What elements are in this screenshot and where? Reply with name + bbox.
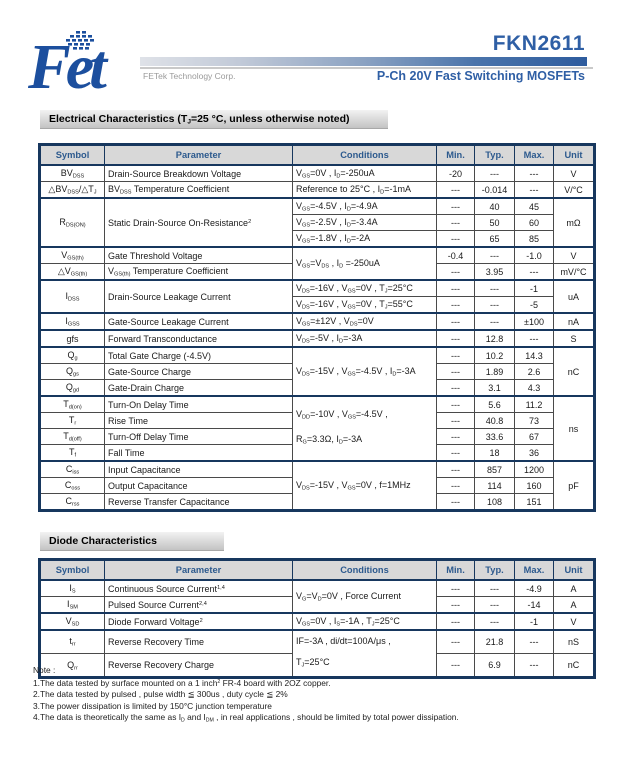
symbol-cell: $\triangle V_{GS(th)}$ bbox=[40, 264, 105, 281]
table-row bbox=[40, 613, 595, 630]
value-cell: --- bbox=[475, 313, 515, 330]
column-header-min: Min. bbox=[437, 560, 475, 581]
conditions-cell: $V_{GS}=-1.8V$ , $I_D=-2A$ bbox=[293, 231, 437, 248]
note-line: 2.The data tested by pulsed , pulse width ≦ 300us , duty cycle ≦ 2% bbox=[33, 689, 288, 700]
value-cell: --- bbox=[437, 461, 475, 478]
symbol-cell: $Q_{gd}$ bbox=[40, 380, 105, 397]
table-row bbox=[40, 347, 595, 364]
conditions-cell: $V_{DS}=-16V$ , $V_{GS}=0V$ , $T_J=25^\circ C$ bbox=[293, 280, 437, 297]
unit-cell: V bbox=[554, 613, 595, 630]
value-cell: --- bbox=[437, 396, 475, 413]
value-cell: --- bbox=[515, 165, 554, 182]
parameter-cell: Total Gate Charge (-4.5V) bbox=[105, 347, 293, 364]
value-cell: 3.1 bbox=[475, 380, 515, 397]
table-row bbox=[40, 461, 595, 478]
unit-cell: A bbox=[554, 580, 595, 597]
value-cell: 40.8 bbox=[475, 413, 515, 429]
conditions-cell: IF=-3A , di/dt=100A/μs , $T_J=25^\circ C$ bbox=[293, 630, 437, 678]
parameter-cell: Diode Forward Voltage$^2$ bbox=[105, 613, 293, 630]
table-row bbox=[40, 330, 595, 347]
value-cell: 33.6 bbox=[475, 429, 515, 445]
table-row bbox=[40, 198, 595, 215]
product-subtitle: P-Ch 20V Fast Switching MOSFETs bbox=[376, 69, 585, 83]
conditions-cell: $V_{GS}=-4.5V$ , $I_D=-4.9A$ bbox=[293, 198, 437, 215]
conditions-cell: $V_{DS}=-15V$ , $V_{GS}=-4.5V$ , $I_D=-3A$ bbox=[293, 347, 437, 396]
unit-cell: A bbox=[554, 597, 595, 614]
column-header-max: Max. bbox=[515, 145, 554, 166]
parameter-cell: Turn-On Delay Time bbox=[105, 396, 293, 413]
value-cell: -0.4 bbox=[437, 247, 475, 264]
unit-cell: V bbox=[554, 165, 595, 182]
value-cell: 45 bbox=[515, 198, 554, 215]
value-cell: 12.8 bbox=[475, 330, 515, 347]
value-cell: --- bbox=[437, 182, 475, 199]
diode-section-title bbox=[40, 532, 224, 551]
column-header-unit: Unit bbox=[554, 560, 595, 581]
table-row bbox=[40, 165, 595, 182]
value-cell: 65 bbox=[475, 231, 515, 248]
notes bbox=[33, 665, 459, 727]
value-cell: --- bbox=[437, 198, 475, 215]
column-header-conditions: Conditions bbox=[293, 560, 437, 581]
value-cell: 857 bbox=[475, 461, 515, 478]
electrical-section-title bbox=[40, 110, 388, 129]
value-cell: 60 bbox=[515, 215, 554, 231]
diode-characteristics-table bbox=[38, 558, 596, 679]
table-row bbox=[40, 280, 595, 297]
value-cell: 50 bbox=[475, 215, 515, 231]
value-cell: -4.9 bbox=[515, 580, 554, 597]
value-cell: --- bbox=[437, 280, 475, 297]
symbol-cell: $T_{d(on)}$ bbox=[40, 396, 105, 413]
parameter-cell: $V_{GS(th)}$ Temperature Coefficient bbox=[105, 264, 293, 281]
conditions-cell: $V_{DS}=-15V$ , $V_{GS}=0V$ , f=1MHz bbox=[293, 461, 437, 511]
symbol-cell: $C_{oss}$ bbox=[40, 478, 105, 494]
unit-cell: V/°C bbox=[554, 182, 595, 199]
column-header-max: Max. bbox=[515, 560, 554, 581]
parameter-cell: Reverse Recovery Charge bbox=[105, 654, 293, 678]
parameter-cell: Turn-Off Delay Time bbox=[105, 429, 293, 445]
part-number: FKN2611 bbox=[492, 32, 585, 55]
parameter-cell: Reverse Transfer Capacitance bbox=[105, 494, 293, 511]
note-line: 3.The power dissipation is limited by 150°C junction temperature bbox=[33, 700, 272, 711]
symbol-cell: $Q_{rr}$ bbox=[40, 654, 105, 678]
value-cell: 3.95 bbox=[475, 264, 515, 281]
unit-cell: nA bbox=[554, 313, 595, 330]
value-cell: --- bbox=[437, 347, 475, 364]
parameter-cell: Continuous Source Current$^{1,4}$ bbox=[105, 580, 293, 597]
value-cell: --- bbox=[475, 297, 515, 314]
symbol-cell: $T_f$ bbox=[40, 445, 105, 462]
symbol-cell: $I_{DSS}$ bbox=[40, 280, 105, 313]
fetek-logo bbox=[28, 28, 140, 104]
value-cell: --- bbox=[515, 654, 554, 678]
parameter-cell: Reverse Recovery Time bbox=[105, 630, 293, 654]
symbol-cell: $Q_g$ bbox=[40, 347, 105, 364]
value-cell: 14.3 bbox=[515, 347, 554, 364]
conditions-cell: $V_{GS}=0V$ , $I_S=-1A$ , $T_J=25^\circ C$ bbox=[293, 613, 437, 630]
table-header-row bbox=[40, 145, 595, 166]
conditions-cell: $V_{DD}=-10V$ , $V_{GS}=-4.5V$ , $R_G=3.3\Omega$, $I_D=-3A$ bbox=[293, 396, 437, 461]
value-cell: 11.2 bbox=[515, 396, 554, 413]
value-cell: --- bbox=[515, 630, 554, 654]
value-cell: 160 bbox=[515, 478, 554, 494]
electrical-section-title-text: Electrical Characteristics ($T_J=25$ °C, unless otherwise noted) bbox=[49, 113, 350, 126]
value-cell: 2.6 bbox=[515, 364, 554, 380]
notes-title: Note : bbox=[33, 665, 56, 675]
symbol-cell: $C_{iss}$ bbox=[40, 461, 105, 478]
value-cell: 114 bbox=[475, 478, 515, 494]
parameter-cell: Drain-Source Breakdown Voltage bbox=[105, 165, 293, 182]
unit-cell: V bbox=[554, 247, 595, 264]
value-cell: --- bbox=[437, 413, 475, 429]
value-cell: 6.9 bbox=[475, 654, 515, 678]
company-name: FETek Technology Corp. bbox=[143, 71, 236, 81]
symbol-cell: $BV_{DSS}$ bbox=[40, 165, 105, 182]
conditions-cell: $V_{DS}=-5V$ , $I_D=-3A$ bbox=[293, 330, 437, 347]
value-cell: 10.2 bbox=[475, 347, 515, 364]
column-header-unit: Unit bbox=[554, 145, 595, 166]
unit-cell: S bbox=[554, 330, 595, 347]
symbol-cell: $V_{GS(th)}$ bbox=[40, 247, 105, 264]
value-cell: -1 bbox=[515, 613, 554, 630]
value-cell: 67 bbox=[515, 429, 554, 445]
value-cell: -1.0 bbox=[515, 247, 554, 264]
parameter-cell: Gate Threshold Voltage bbox=[105, 247, 293, 264]
value-cell: 1200 bbox=[515, 461, 554, 478]
symbol-cell: $t_{rr}$ bbox=[40, 630, 105, 654]
conditions-cell: Reference to 25°C , $I_D=-1mA$ bbox=[293, 182, 437, 199]
symbol-cell: gfs bbox=[40, 330, 105, 347]
value-cell: 18 bbox=[475, 445, 515, 462]
column-header-parameter: Parameter bbox=[105, 145, 293, 166]
parameter-cell: Forward Transconductance bbox=[105, 330, 293, 347]
column-header-typ: Typ. bbox=[475, 560, 515, 581]
conditions-cell: $V_{DS}=-16V$ , $V_{GS}=0V$ , $T_J=55^\circ C$ bbox=[293, 297, 437, 314]
value-cell: -20 bbox=[437, 165, 475, 182]
value-cell: --- bbox=[437, 613, 475, 630]
note-line: 4.The data is theoretically the same as $I_D$ and $I_{DM}$ , in real applications , should be limited by total power dissipation. bbox=[33, 712, 459, 724]
symbol-cell: $T_r$ bbox=[40, 413, 105, 429]
table-row bbox=[40, 630, 595, 654]
value-cell: 85 bbox=[515, 231, 554, 248]
value-cell: --- bbox=[437, 215, 475, 231]
unit-cell: ns bbox=[554, 396, 595, 461]
parameter-cell: Fall Time bbox=[105, 445, 293, 462]
symbol-cell: $I_S$ bbox=[40, 580, 105, 597]
symbol-cell: $Q_{gs}$ bbox=[40, 364, 105, 380]
value-cell: -0.014 bbox=[475, 182, 515, 199]
conditions-cell: $V_{GS}=0V$ , $I_D=-250uA$ bbox=[293, 165, 437, 182]
column-header-symbol: Symbol bbox=[40, 560, 105, 581]
value-cell: 21.8 bbox=[475, 630, 515, 654]
value-cell: --- bbox=[437, 580, 475, 597]
fetek-logo-graphic bbox=[28, 28, 140, 104]
brand-gradient-bar bbox=[140, 57, 587, 66]
table-row bbox=[40, 182, 595, 199]
column-header-typ: Typ. bbox=[475, 145, 515, 166]
value-cell: 73 bbox=[515, 413, 554, 429]
notes-list bbox=[33, 677, 459, 728]
parameter-cell: Rise Time bbox=[105, 413, 293, 429]
parameter-cell: Gate-Drain Charge bbox=[105, 380, 293, 397]
value-cell: --- bbox=[475, 280, 515, 297]
column-header-min: Min. bbox=[437, 145, 475, 166]
value-cell: --- bbox=[437, 231, 475, 248]
note-line: 1.The data tested by surface mounted on a 1 inch$^2$ FR-4 board with 2OZ copper. bbox=[33, 677, 331, 688]
conditions-cell: $V_{GS}=\pm 12V$ , $V_{DS}=0V$ bbox=[293, 313, 437, 330]
value-cell: --- bbox=[437, 630, 475, 654]
value-cell: ±100 bbox=[515, 313, 554, 330]
symbol-cell: $R_{DS(ON)}$ bbox=[40, 198, 105, 247]
parameter-cell: Drain-Source Leakage Current bbox=[105, 280, 293, 313]
value-cell: --- bbox=[475, 165, 515, 182]
column-header-conditions: Conditions bbox=[293, 145, 437, 166]
parameter-cell: Gate-Source Leakage Current bbox=[105, 313, 293, 330]
value-cell: --- bbox=[437, 654, 475, 678]
value-cell: -5 bbox=[515, 297, 554, 314]
parameter-cell: Output Capacitance bbox=[105, 478, 293, 494]
value-cell: --- bbox=[437, 429, 475, 445]
conditions-cell: $V_{GS}=-2.5V$ , $I_D=-3.4A$ bbox=[293, 215, 437, 231]
parameter-cell: Gate-Source Charge bbox=[105, 364, 293, 380]
value-cell: --- bbox=[437, 597, 475, 614]
value-cell: --- bbox=[437, 478, 475, 494]
value-cell: 36 bbox=[515, 445, 554, 462]
unit-cell: nC bbox=[554, 347, 595, 396]
table-row bbox=[40, 313, 595, 330]
value-cell: 1.89 bbox=[475, 364, 515, 380]
value-cell: 40 bbox=[475, 198, 515, 215]
unit-cell: nC bbox=[554, 654, 595, 678]
parameter-cell: Input Capacitance bbox=[105, 461, 293, 478]
value-cell: --- bbox=[437, 445, 475, 462]
value-cell: --- bbox=[437, 364, 475, 380]
value-cell: --- bbox=[475, 613, 515, 630]
parameter-cell: Pulsed Source Current$^{2,4}$ bbox=[105, 597, 293, 614]
unit-cell: nS bbox=[554, 630, 595, 654]
symbol-cell: $T_{d(off)}$ bbox=[40, 429, 105, 445]
column-header-symbol: Symbol bbox=[40, 145, 105, 166]
value-cell: --- bbox=[437, 313, 475, 330]
conditions-cell: $V_G=V_D=0V$ , Force Current bbox=[293, 580, 437, 613]
value-cell: --- bbox=[475, 580, 515, 597]
table-row bbox=[40, 580, 595, 597]
value-cell: --- bbox=[515, 264, 554, 281]
symbol-cell: $I_{SM}$ bbox=[40, 597, 105, 614]
unit-cell: mV/°C bbox=[554, 264, 595, 281]
value-cell: --- bbox=[515, 330, 554, 347]
value-cell: --- bbox=[437, 330, 475, 347]
parameter-cell: Static Drain-Source On-Resistance$^2$ bbox=[105, 198, 293, 247]
logo-wordmark: Fet bbox=[28, 31, 102, 102]
symbol-cell: $\triangle BV_{DSS}/\triangle T_J$ bbox=[40, 182, 105, 199]
value-cell: 5.6 bbox=[475, 396, 515, 413]
unit-cell: mΩ bbox=[554, 198, 595, 247]
unit-cell: pF bbox=[554, 461, 595, 511]
symbol-cell: $C_{rss}$ bbox=[40, 494, 105, 511]
table-header-row bbox=[40, 560, 595, 581]
value-cell: -1 bbox=[515, 280, 554, 297]
conditions-cell: $V_{GS}=V_{DS}$ , $I_D =-250uA$ bbox=[293, 247, 437, 280]
value-cell: -14 bbox=[515, 597, 554, 614]
symbol-cell: $V_{SD}$ bbox=[40, 613, 105, 630]
table-row bbox=[40, 396, 595, 413]
value-cell: 108 bbox=[475, 494, 515, 511]
column-header-parameter: Parameter bbox=[105, 560, 293, 581]
value-cell: --- bbox=[475, 597, 515, 614]
value-cell: 151 bbox=[515, 494, 554, 511]
value-cell: --- bbox=[437, 494, 475, 511]
symbol-cell: $I_{GSS}$ bbox=[40, 313, 105, 330]
value-cell: --- bbox=[437, 380, 475, 397]
value-cell: --- bbox=[475, 247, 515, 264]
value-cell: --- bbox=[437, 264, 475, 281]
value-cell: --- bbox=[515, 182, 554, 199]
diode-section-title-text: Diode Characteristics bbox=[49, 535, 157, 547]
electrical-characteristics-table bbox=[38, 143, 596, 512]
value-cell: --- bbox=[437, 297, 475, 314]
table-row bbox=[40, 247, 595, 264]
unit-cell: uA bbox=[554, 280, 595, 313]
parameter-cell: $BV_{DSS}$ Temperature Coefficient bbox=[105, 182, 293, 199]
value-cell: 4.3 bbox=[515, 380, 554, 397]
